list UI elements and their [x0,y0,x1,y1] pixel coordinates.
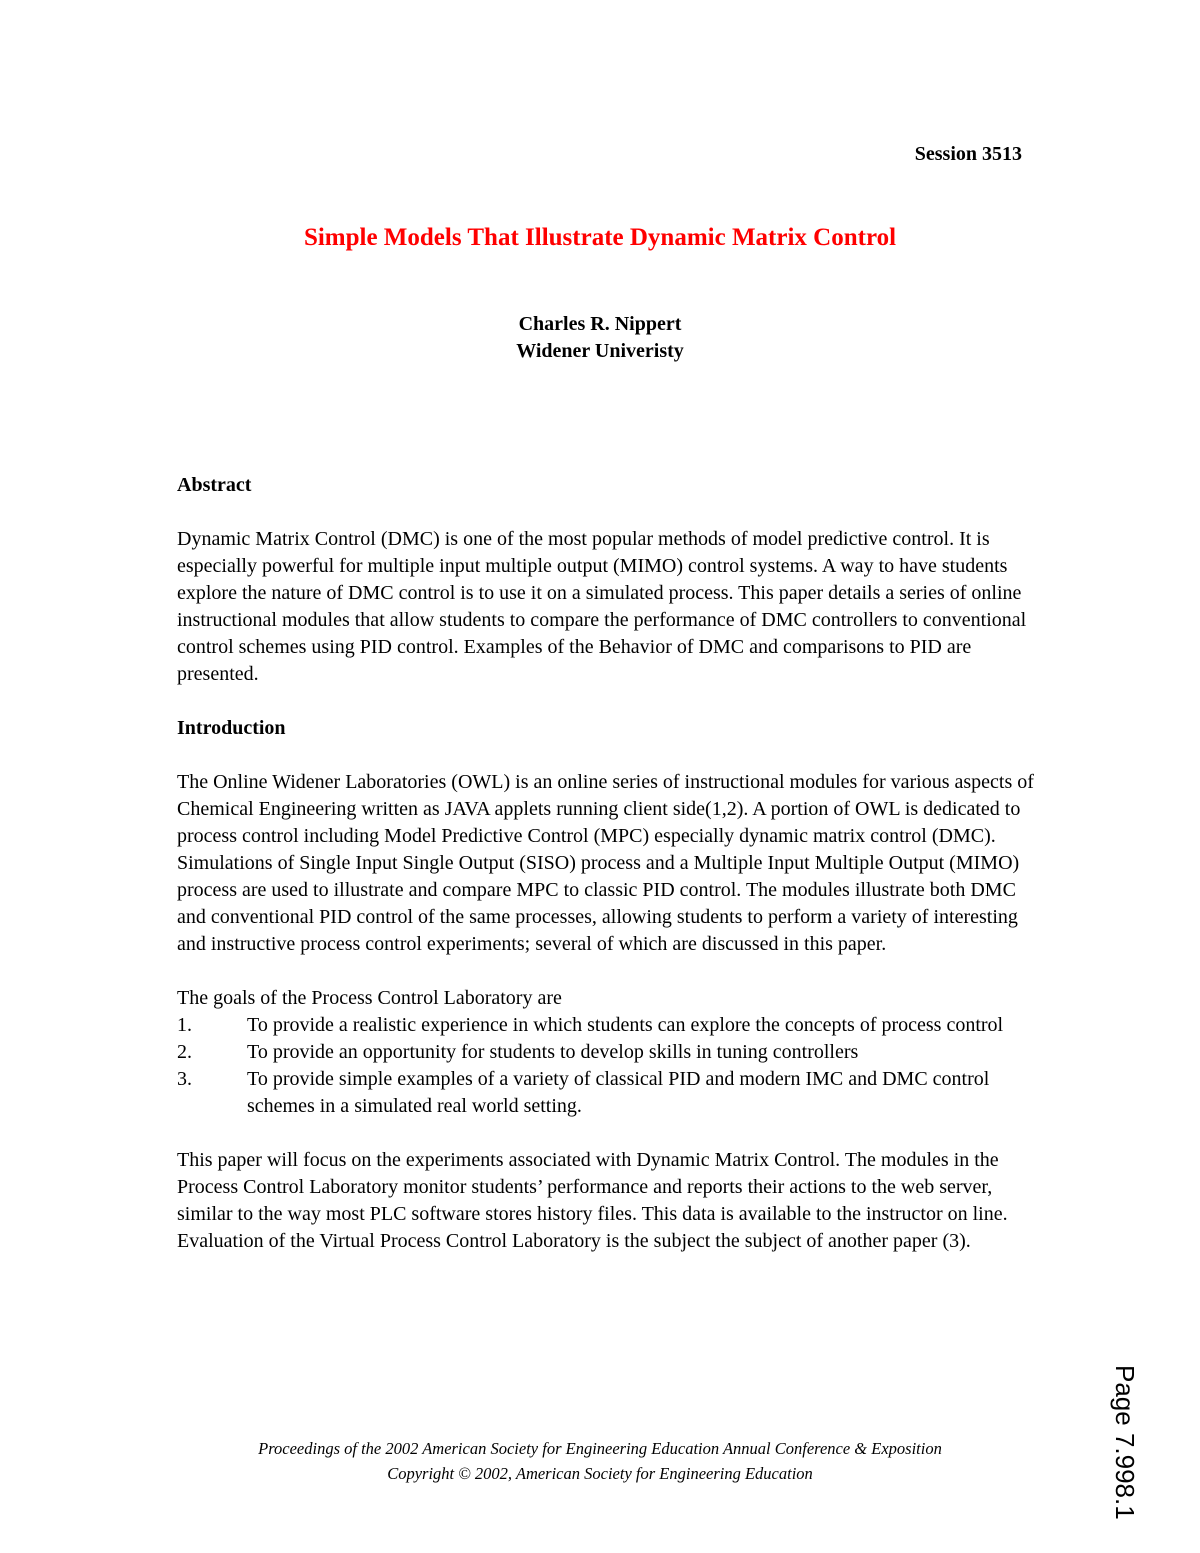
author-block [0,311,1200,365]
goals-intro: The goals of the Process Control Laboratory are [177,987,562,1009]
goal-number: 1. [177,1014,192,1036]
goal-text: To provide simple examples of a variety of classical PID and modern IMC and DMC control schemes in a simulated real world setting. [247,1068,990,1117]
abstract-text: Dynamic Matrix Control (DMC) is one of the most popular methods of model predictive control. It is especially powerful for multiple input multiple output (MIMO) control systems. A way to have students explore the nature of DMC control is to use it on a simulated process. This paper details a series of online instructional modules that allow students to compare the performance of DMC controllers to conventional control schemes using PID control. Examples of the Behavior of DMC and comparisons to PID are presented. [177,528,1027,685]
author-name: Charles R. Nippert [518,313,682,335]
goal-text: To provide an opportunity for students to develop skills in tuning controllers [247,1041,859,1063]
paper-title: Simple Models That Illustrate Dynamic Matrix Control [303,224,897,251]
paper-body [177,472,1047,1282]
goal-number: 2. [177,1041,192,1063]
introduction-heading: Introduction [177,717,286,739]
proceedings-footer [0,1436,1200,1486]
goal-item-3 [177,1066,1047,1120]
page-number: Page 7.998.1 [1110,1365,1140,1520]
introduction-paragraph-2: This paper will focus on the experiments associated with Dynamic Matrix Control. The modules in the Process Control Laboratory monitor students’ performance and reports their actions to the web server, similar to the way most PLC software stores history files. This data is available to the instructor on line. Evaluation of the Virtual Process Control Laboratory is the subject the subject of another paper (3). [177,1149,1008,1252]
footer-proceedings: Proceedings of the 2002 American Society for Engineering Education Annual Conference & Exposition [258,1439,942,1458]
session-label: Session 3513 [914,143,1022,165]
abstract-heading: Abstract [177,474,252,496]
goal-text: To provide a realistic experience in which students can explore the concepts of process control [247,1014,1004,1036]
goal-number: 3. [177,1068,192,1090]
goal-item-2 [177,1039,1047,1066]
footer-copyright: Copyright © 2002, American Society for Engineering Education [387,1464,813,1483]
author-affiliation: Widener Univeristy [516,340,684,362]
goals-list [177,1012,1047,1120]
introduction-paragraph-1: The Online Widener Laboratories (OWL) is an online series of instructional modules for various aspects of Chemical Engineering written as JAVA applets running client side(1,2). A portion of OWL is dedicated to process control including Model Predictive Control (MPC) especially dynamic matrix control (DMC). Simulations of Single Input Single Output (SISO) process and a Multiple Input Multiple Output (MIMO) process are used to illustrate and compare MPC to classic PID control. The modules illustrate both DMC and conventional PID control of the same processes, allowing students to perform a variety of interesting and instructive process control experiments; several of which are discussed in this paper. [177,771,1034,955]
goal-item-1 [177,1012,1047,1039]
